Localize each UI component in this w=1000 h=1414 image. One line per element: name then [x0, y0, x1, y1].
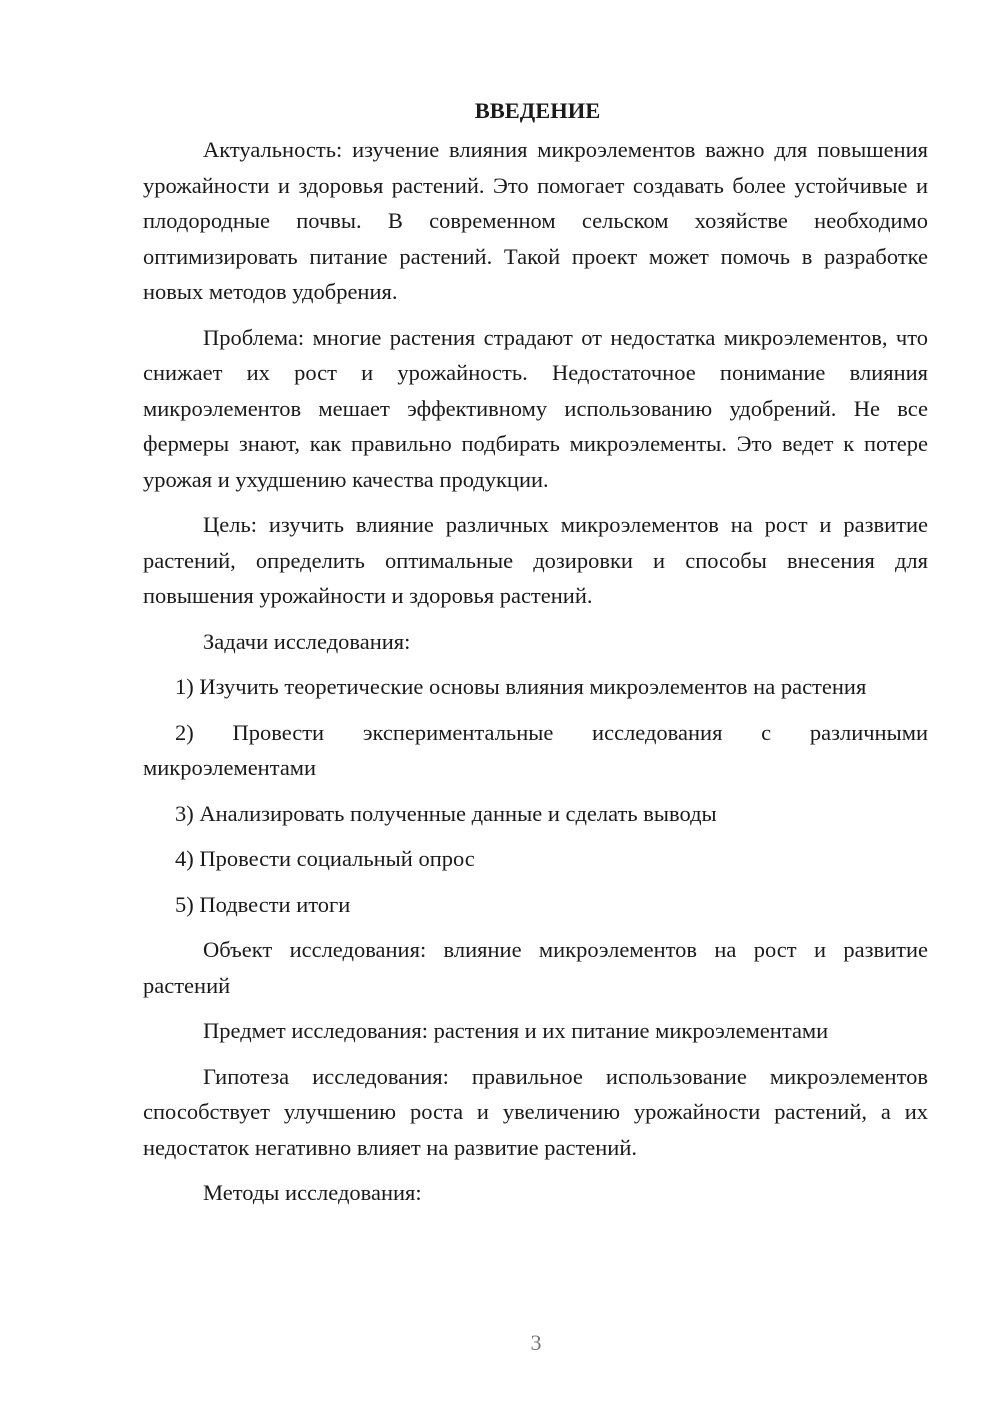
tasks-heading: Задачи исследования:: [203, 628, 411, 654]
methods-heading: Методы исследования:: [203, 1180, 422, 1205]
goal-paragraph: Цель: изучить влияние различных микроэлементов на рост и развитие растений, определить оптимальные дозировки и способы внесения для повышения урожайности и здоровья растений.: [143, 512, 928, 608]
task-item: 5) Подвести итоги: [175, 891, 351, 917]
page-title: ВВЕДЕНИЕ: [474, 98, 601, 123]
problem-paragraph: Проблема: многие растения страдают от недостатка микроэлементов, что снижает их рост и урожайность. Недостаточное понимание влияния микроэлементов мешает эффективному использованию удобрений. Не все фермеры знают, как правильно подбирать микроэлементы. Это ведет к потере урожая и ухудшению качества продукции.: [143, 324, 928, 492]
subject-paragraph: Предмет исследования: растения и их питание микроэлементами: [203, 1018, 829, 1043]
object-paragraph: Объект исследования: влияние микроэлементов на рост и развитие растений: [143, 937, 928, 998]
hypothesis-paragraph: Гипотеза исследования: правильное использование микроэлементов способствует улучшению роста и увеличению урожайности растений, а их недостаток негативно влияет на развитие растений.: [143, 1063, 928, 1160]
relevance-paragraph: Актуальность: изучение влияния микроэлементов важно для повышения урожайности и здоровья растений. Это помогает создавать более устойчивые и плодородные почвы. В современном сельском хозяйстве необходимо оптимизировать питание растений. Такой проект может помочь в разработке новых методов удобрения.: [143, 137, 928, 304]
page-number: 3: [530, 1330, 542, 1355]
task-item: 1) Изучить теоретические основы влияния микроэлементов на растения: [175, 674, 867, 699]
task-item: 4) Провести социальный опрос: [175, 846, 475, 871]
task-item: 3) Анализировать полученные данные и сделать выводы: [175, 800, 717, 826]
task-item: 2) Провести экспериментальные исследования с различными микроэлементами: [143, 719, 928, 780]
page-content: [143, 94, 928, 1221]
